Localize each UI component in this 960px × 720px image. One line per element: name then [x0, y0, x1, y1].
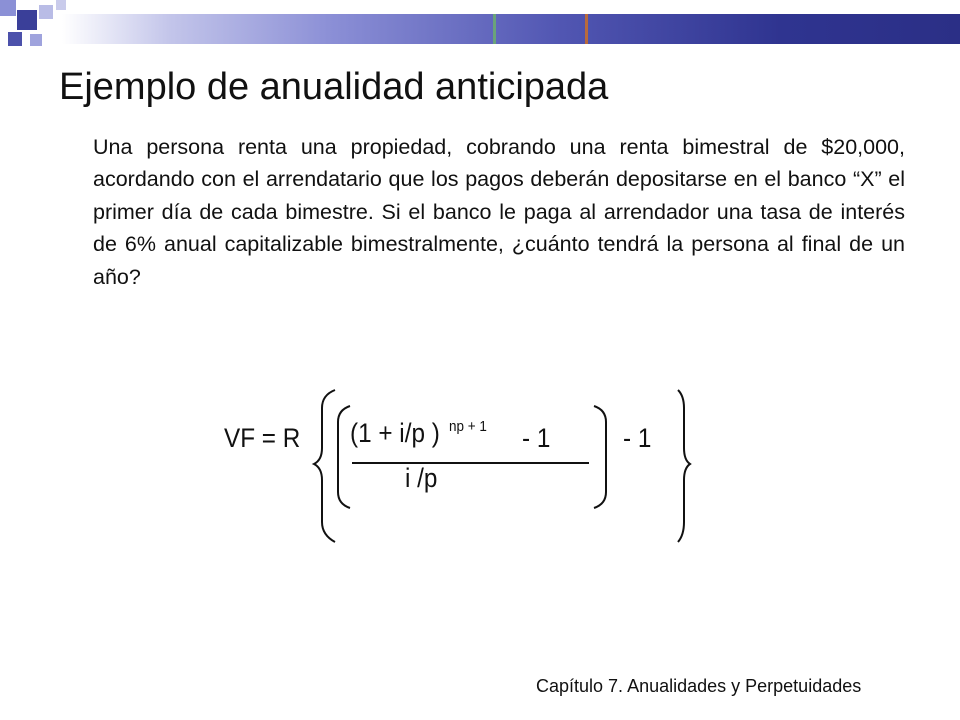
inner-right-bracket [594, 406, 606, 508]
fraction-bar [352, 462, 589, 464]
formula-inner-minus: - 1 [522, 423, 551, 453]
problem-statement: Una persona renta una propiedad, cobrando una renta bimestral de $20,000, acordando con el arrendatario que los pagos deberán depositarse en el banco “X” el primer día de cada bimestre. Si el banco le paga al arrendador una tasa de interés de 6% anual capitalizable bimestralmente, ¿cuánto tendrá la persona al final de un año? [93, 135, 905, 289]
outer-right-brace [678, 390, 690, 542]
outer-left-brace [314, 390, 335, 542]
formula-lhs: VF = R [224, 423, 301, 453]
chapter-footer: Capítulo 7. Anualidades y Perpetuidades [536, 676, 862, 696]
formula-outer-minus: - 1 [623, 423, 652, 453]
slide-title: Ejemplo de anualidad anticipada [59, 66, 609, 108]
formula-denominator: i /p [405, 463, 438, 493]
formula-numerator: (1 + i/p ) [350, 418, 440, 448]
inner-left-bracket [338, 406, 350, 508]
formula-exponent: np + 1 [449, 418, 487, 435]
